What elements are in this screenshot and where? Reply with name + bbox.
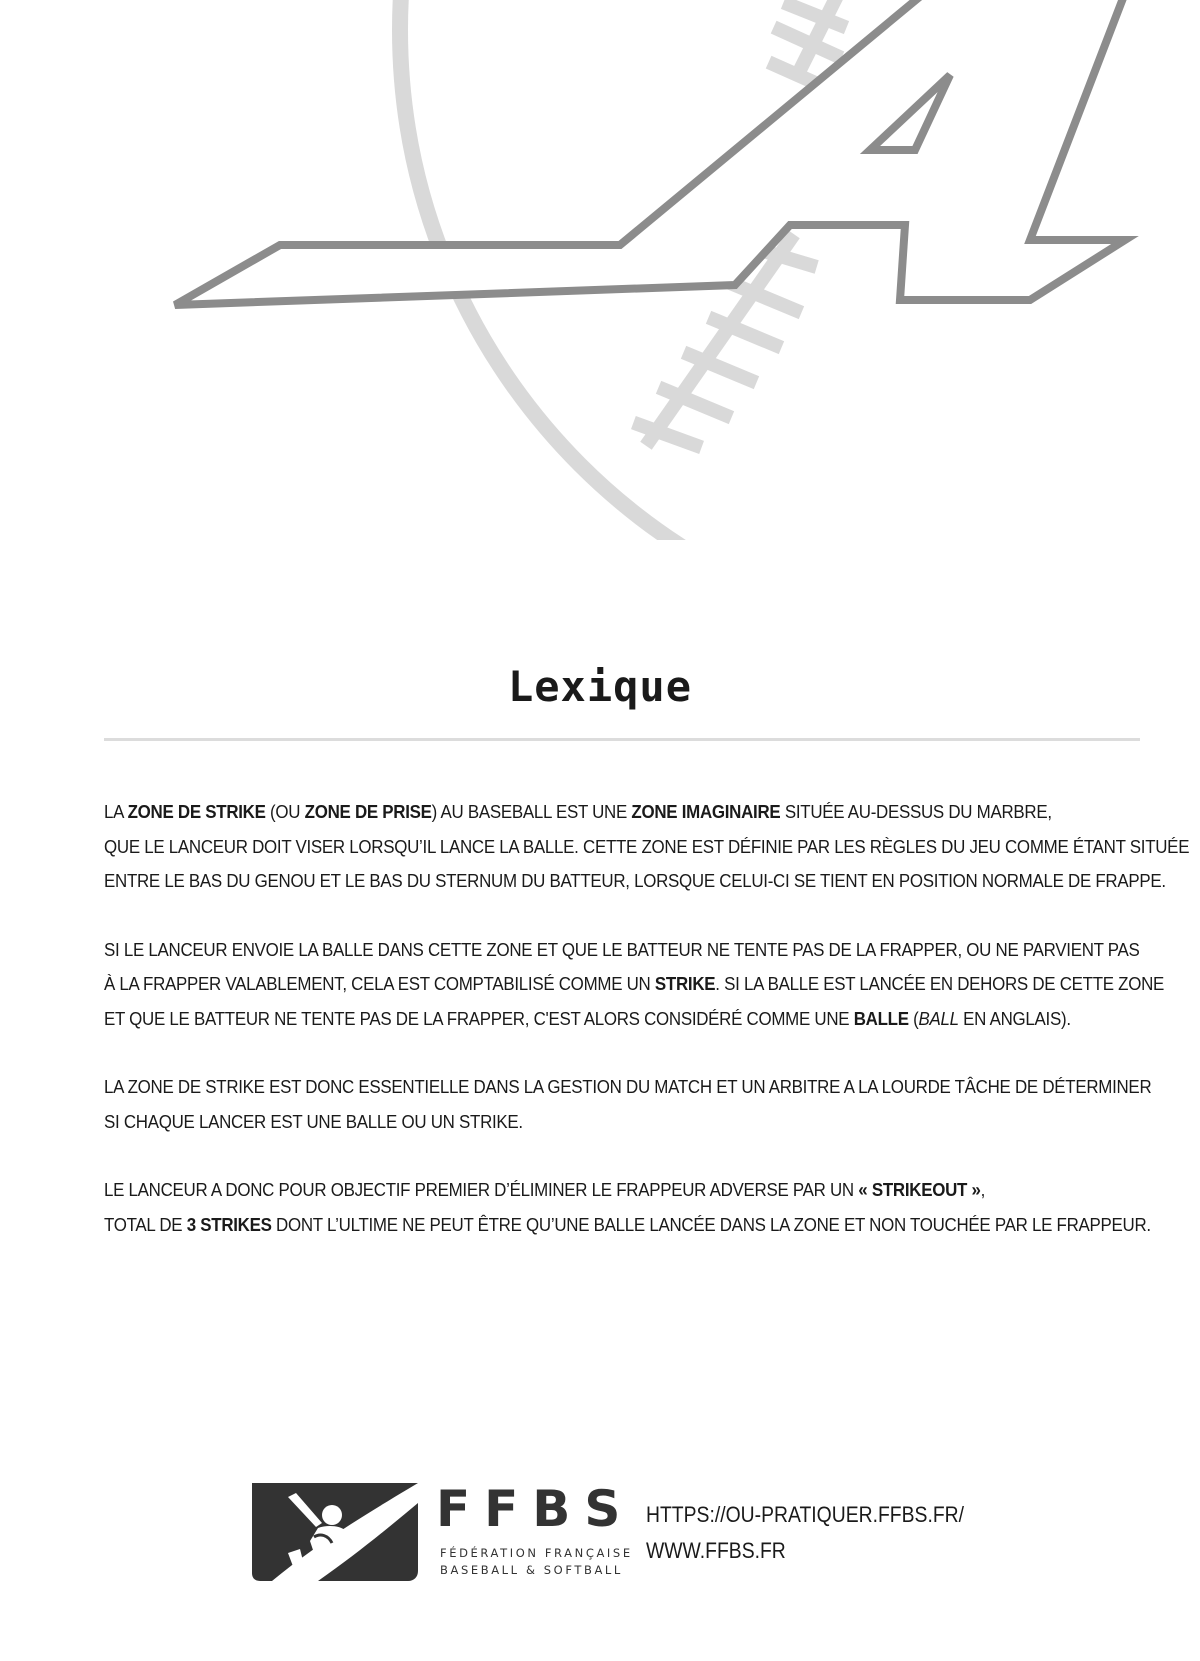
letter-a-outline xyxy=(175,0,1130,305)
body-text: TOTAL DE xyxy=(104,1214,187,1235)
emphasized-term: STRIKE xyxy=(654,974,716,994)
body-text: ENTRE LE BAS DU GENOU ET LE BAS DU STERNUM DU BATTEUR, LORSQUE CELUI-CI SE TIENT EN POSITION NORMALE DE FRAPPE. xyxy=(104,871,1166,891)
body-paragraph xyxy=(104,933,1165,1037)
ffbs-subtitle-sports: BASEBALL & SOFTBALL xyxy=(440,1563,623,1577)
ffbs-subtitle-federation: FÉDÉRATION FRANÇAISE xyxy=(440,1546,633,1560)
body-text: LA ZONE DE STRIKE EST DONC ESSENTIELLE DANS LA GESTION DU MATCH ET UN ARBITRE A LA LOURDE TÂCHE DE DÉTERMINER xyxy=(104,1077,1152,1097)
body-text: EN ANGLAIS). xyxy=(958,1008,1071,1029)
page-title: Lexique xyxy=(507,662,692,711)
emphasized-term: ZONE DE STRIKE xyxy=(127,802,266,822)
body-text: . SI LA BALLE EST LANCÉE EN DEHORS DE CETTE ZONE xyxy=(715,974,1165,994)
italic-term: BALL xyxy=(918,1008,959,1029)
emphasized-term: 3 STRIKES xyxy=(186,1214,272,1235)
footer xyxy=(248,1478,968,1583)
body-text: , xyxy=(980,1180,986,1200)
body-text: ( xyxy=(908,1008,919,1029)
body-text: (OU xyxy=(265,802,305,822)
emphasized-term: ZONE DE PRISE xyxy=(304,802,432,822)
body-text: SITUÉE AU-DESSUS DU MARBRE, xyxy=(780,802,1052,822)
link-ffbs-website[interactable]: WWW.FFBS.FR xyxy=(646,1538,786,1563)
body-text: À LA FRAPPER VALABLEMENT, CELA EST COMPTABILISÉ COMME UN xyxy=(104,974,655,994)
body-text: ) AU BASEBALL EST UNE xyxy=(431,802,632,822)
body-paragraph xyxy=(104,1173,1151,1242)
body-text: QUE LE LANCEUR DOIT VISER LORSQU’IL LANCE LA BALLE. CETTE ZONE EST DÉFINIE PAR LES RÈGLES DU JEU COMME ÉTANT SITUÉE xyxy=(104,836,1190,857)
emphasized-term: BALLE xyxy=(853,1008,909,1029)
body-paragraph xyxy=(104,1070,1152,1139)
body-text: ET QUE LE BATTEUR NE TENTE PAS DE LA FRAPPER, C'EST ALORS CONSIDÉRÉ COMME UNE xyxy=(104,1008,854,1029)
body-text: SI CHAQUE LANCER EST UNE BALLE OU UN STRIKE. xyxy=(104,1111,523,1132)
body-paragraph xyxy=(104,795,1190,899)
body-text: DONT L’ULTIME NE PEUT ÊTRE QU’UNE BALLE LANCÉE DANS LA ZONE ET NON TOUCHÉE PAR LE FRAPPEUR. xyxy=(271,1214,1151,1235)
body-text: LE LANCEUR A DONC POUR OBJECTIF PREMIER D’ÉLIMINER LE FRAPPEUR ADVERSE PAR UN xyxy=(104,1180,859,1200)
body-text: LA xyxy=(104,802,128,822)
title-divider xyxy=(104,738,1140,741)
emphasized-term: « STRIKEOUT » xyxy=(858,1180,981,1200)
ffbs-wordmark: FFBS xyxy=(436,1480,635,1538)
link-ou-pratiquer[interactable]: HTTPS://OU-PRATIQUER.FFBS.FR/ xyxy=(646,1502,965,1527)
body-text: SI LE LANCEUR ENVOIE LA BALLE DANS CETTE ZONE ET QUE LE BATTEUR NE TENTE PAS DE LA FRAPPER, OU NE PARVIENT PAS xyxy=(104,939,1140,960)
emphasized-term: ZONE IMAGINAIRE xyxy=(631,802,781,822)
baseball-a-logo-icon xyxy=(0,0,1200,540)
lexique-body xyxy=(104,795,1190,1276)
ffbs-batter-emblem-icon xyxy=(248,1483,418,1581)
